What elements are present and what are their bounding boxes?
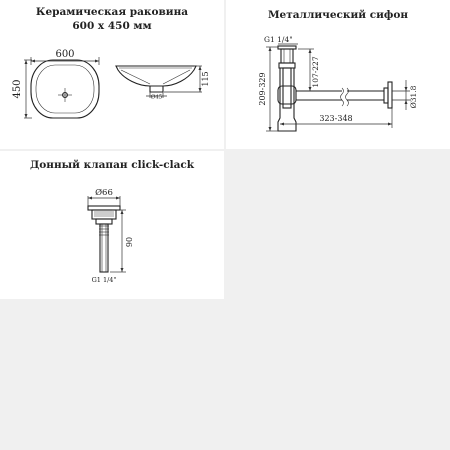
siphon-panel <box>226 0 450 149</box>
sink-top-view <box>31 60 99 118</box>
valve-drawing <box>0 151 224 299</box>
valve-top-diameter-label: Ø66 <box>95 188 113 198</box>
sink-drain-label: Ø45 <box>150 94 163 101</box>
sink-side-view <box>116 66 196 92</box>
siphon-diameter-dimension <box>392 80 410 110</box>
sink-panel <box>0 0 224 149</box>
siphon-drop-label: 107-227 <box>311 56 320 88</box>
siphon-length-label: 323-348 <box>319 114 353 123</box>
sink-depth-label: 450 <box>12 79 23 99</box>
sink-height-dimension <box>164 66 202 92</box>
sink-title: Керамическая раковина <box>35 6 189 18</box>
valve-body <box>88 206 120 272</box>
siphon-drawing <box>226 0 450 149</box>
valve-title: Донный клапан click-clack <box>29 159 195 171</box>
siphon-height-label: 209-329 <box>258 72 267 106</box>
empty-panel <box>226 151 450 299</box>
sink-width-label: 600 <box>55 49 75 60</box>
valve-panel <box>0 151 224 299</box>
sink-drawing <box>0 0 224 149</box>
sink-size-subtitle: 600 x 450 мм <box>72 20 152 32</box>
siphon-thread-label: G1 1/4" <box>264 35 293 44</box>
valve-length-label: 90 <box>125 236 134 248</box>
siphon-title: Металлический сифон <box>267 9 409 21</box>
valve-thread-label: G1 1/4" <box>91 276 117 284</box>
siphon-height-dimension <box>266 47 278 131</box>
siphon-diameter-label: Ø31.8 <box>409 85 418 109</box>
sink-height-label: 115 <box>201 71 210 87</box>
